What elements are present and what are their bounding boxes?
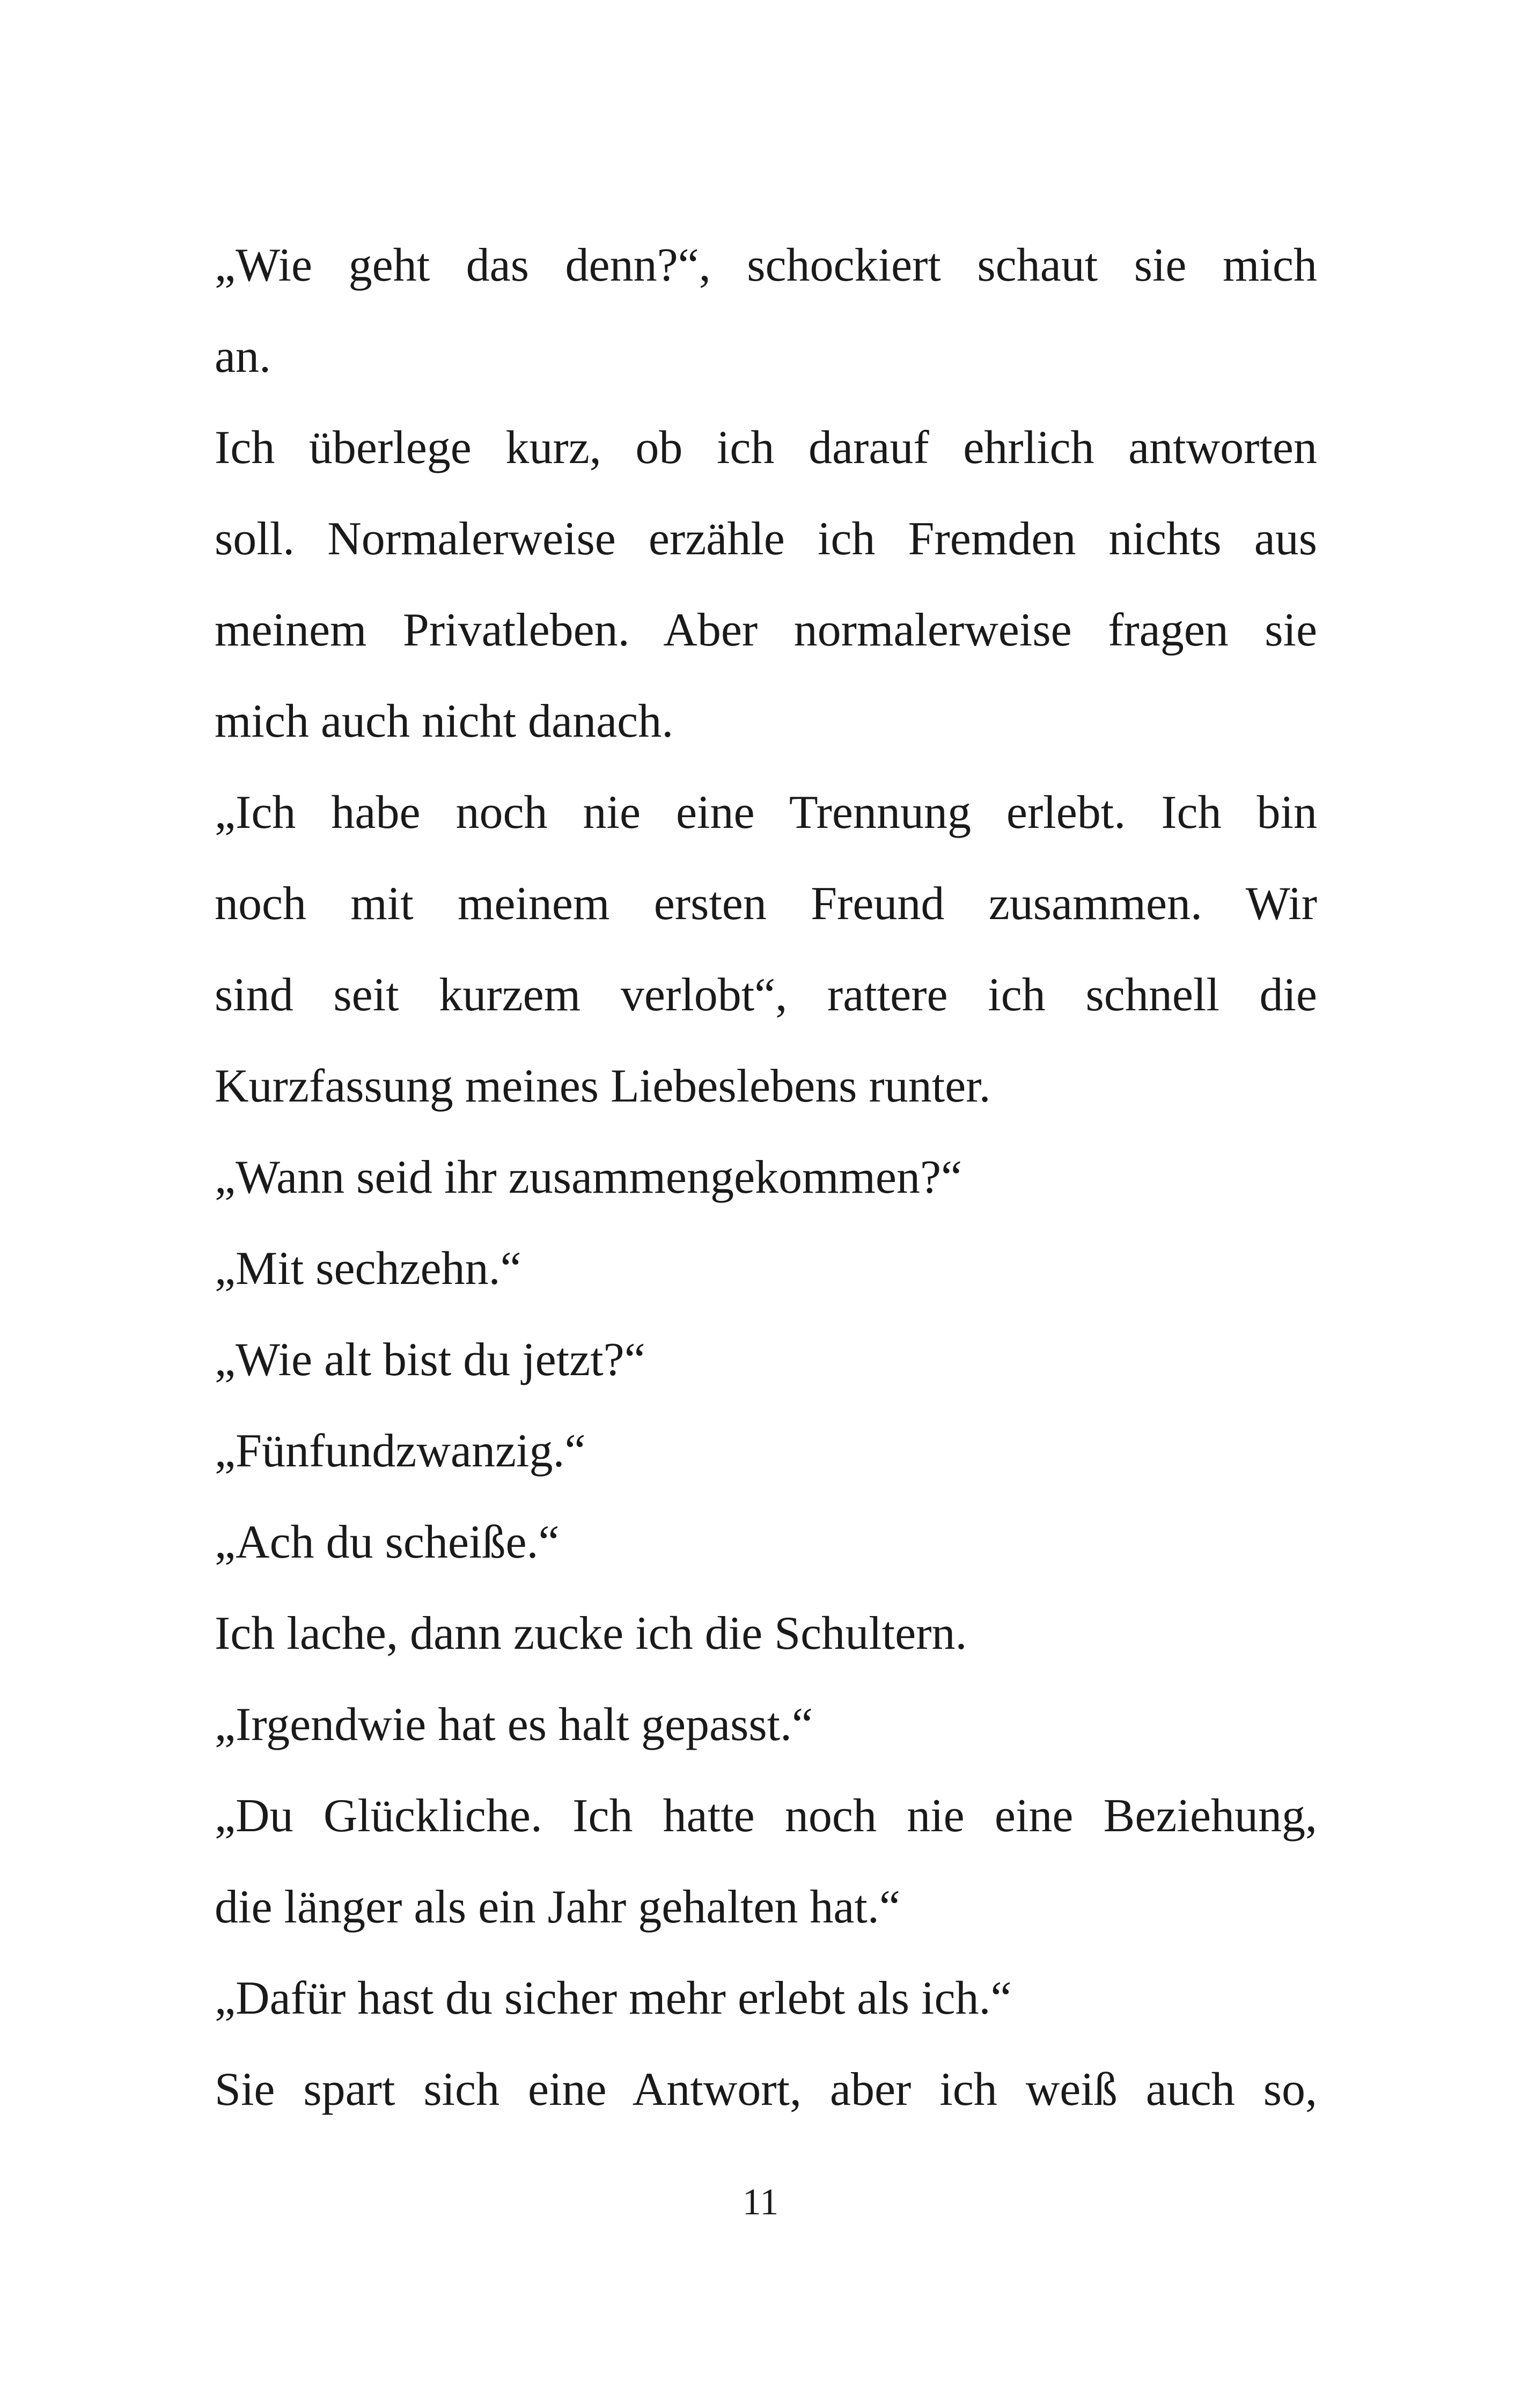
text-line: an.	[215, 331, 271, 383]
text-line: „Wann seid ihr zusammengekommen?“	[215, 1151, 962, 1203]
text-line: „Ich habe noch nie eine Trennung erlebt. Ich bin	[215, 787, 1317, 839]
text-line: „Du Glückliche. Ich hatte noch nie eine Beziehung,	[215, 1790, 1317, 1842]
text-line: „Mit sechzehn.“	[215, 1243, 521, 1295]
text-line: „Fünfundzwanzig.“	[215, 1425, 586, 1477]
text-line: Kurzfassung meines Liebeslebens runter.	[215, 1060, 991, 1112]
text-line: „Ach du scheiße.“	[215, 1516, 560, 1568]
text-line: Sie spart sich eine Antwort, aber ich weiß auch so,	[215, 2064, 1317, 2116]
text-line: „Dafür hast du sicher mehr erlebt als ich.“	[215, 1972, 1012, 2024]
text-line: Ich überlege kurz, ob ich darauf ehrlich antworten	[215, 422, 1317, 474]
text-line: „Wie geht das denn?“, schockiert schaut sie mich	[215, 239, 1317, 291]
text-line: soll. Normalerweise erzähle ich Fremden nichts aus	[215, 513, 1317, 565]
page-number: 11	[742, 2182, 779, 2223]
text-line: mich auch nicht danach.	[215, 695, 674, 747]
text-line: die länger als ein Jahr gehalten hat.“	[215, 1881, 900, 1933]
text-line: noch mit meinem ersten Freund zusammen. Wir	[215, 878, 1317, 930]
text-line: „Wie alt bist du jetzt?“	[215, 1334, 645, 1386]
text-line: „Irgendwie hat es halt gepasst.“	[215, 1699, 813, 1751]
text-line: sind seit kurzem verlobt“, rattere ich schnell die	[215, 969, 1317, 1021]
text-line: Ich lache, dann zucke ich die Schultern.	[215, 1607, 967, 1660]
text-line: meinem Privatleben. Aber normalerweise fragen sie	[215, 604, 1317, 656]
